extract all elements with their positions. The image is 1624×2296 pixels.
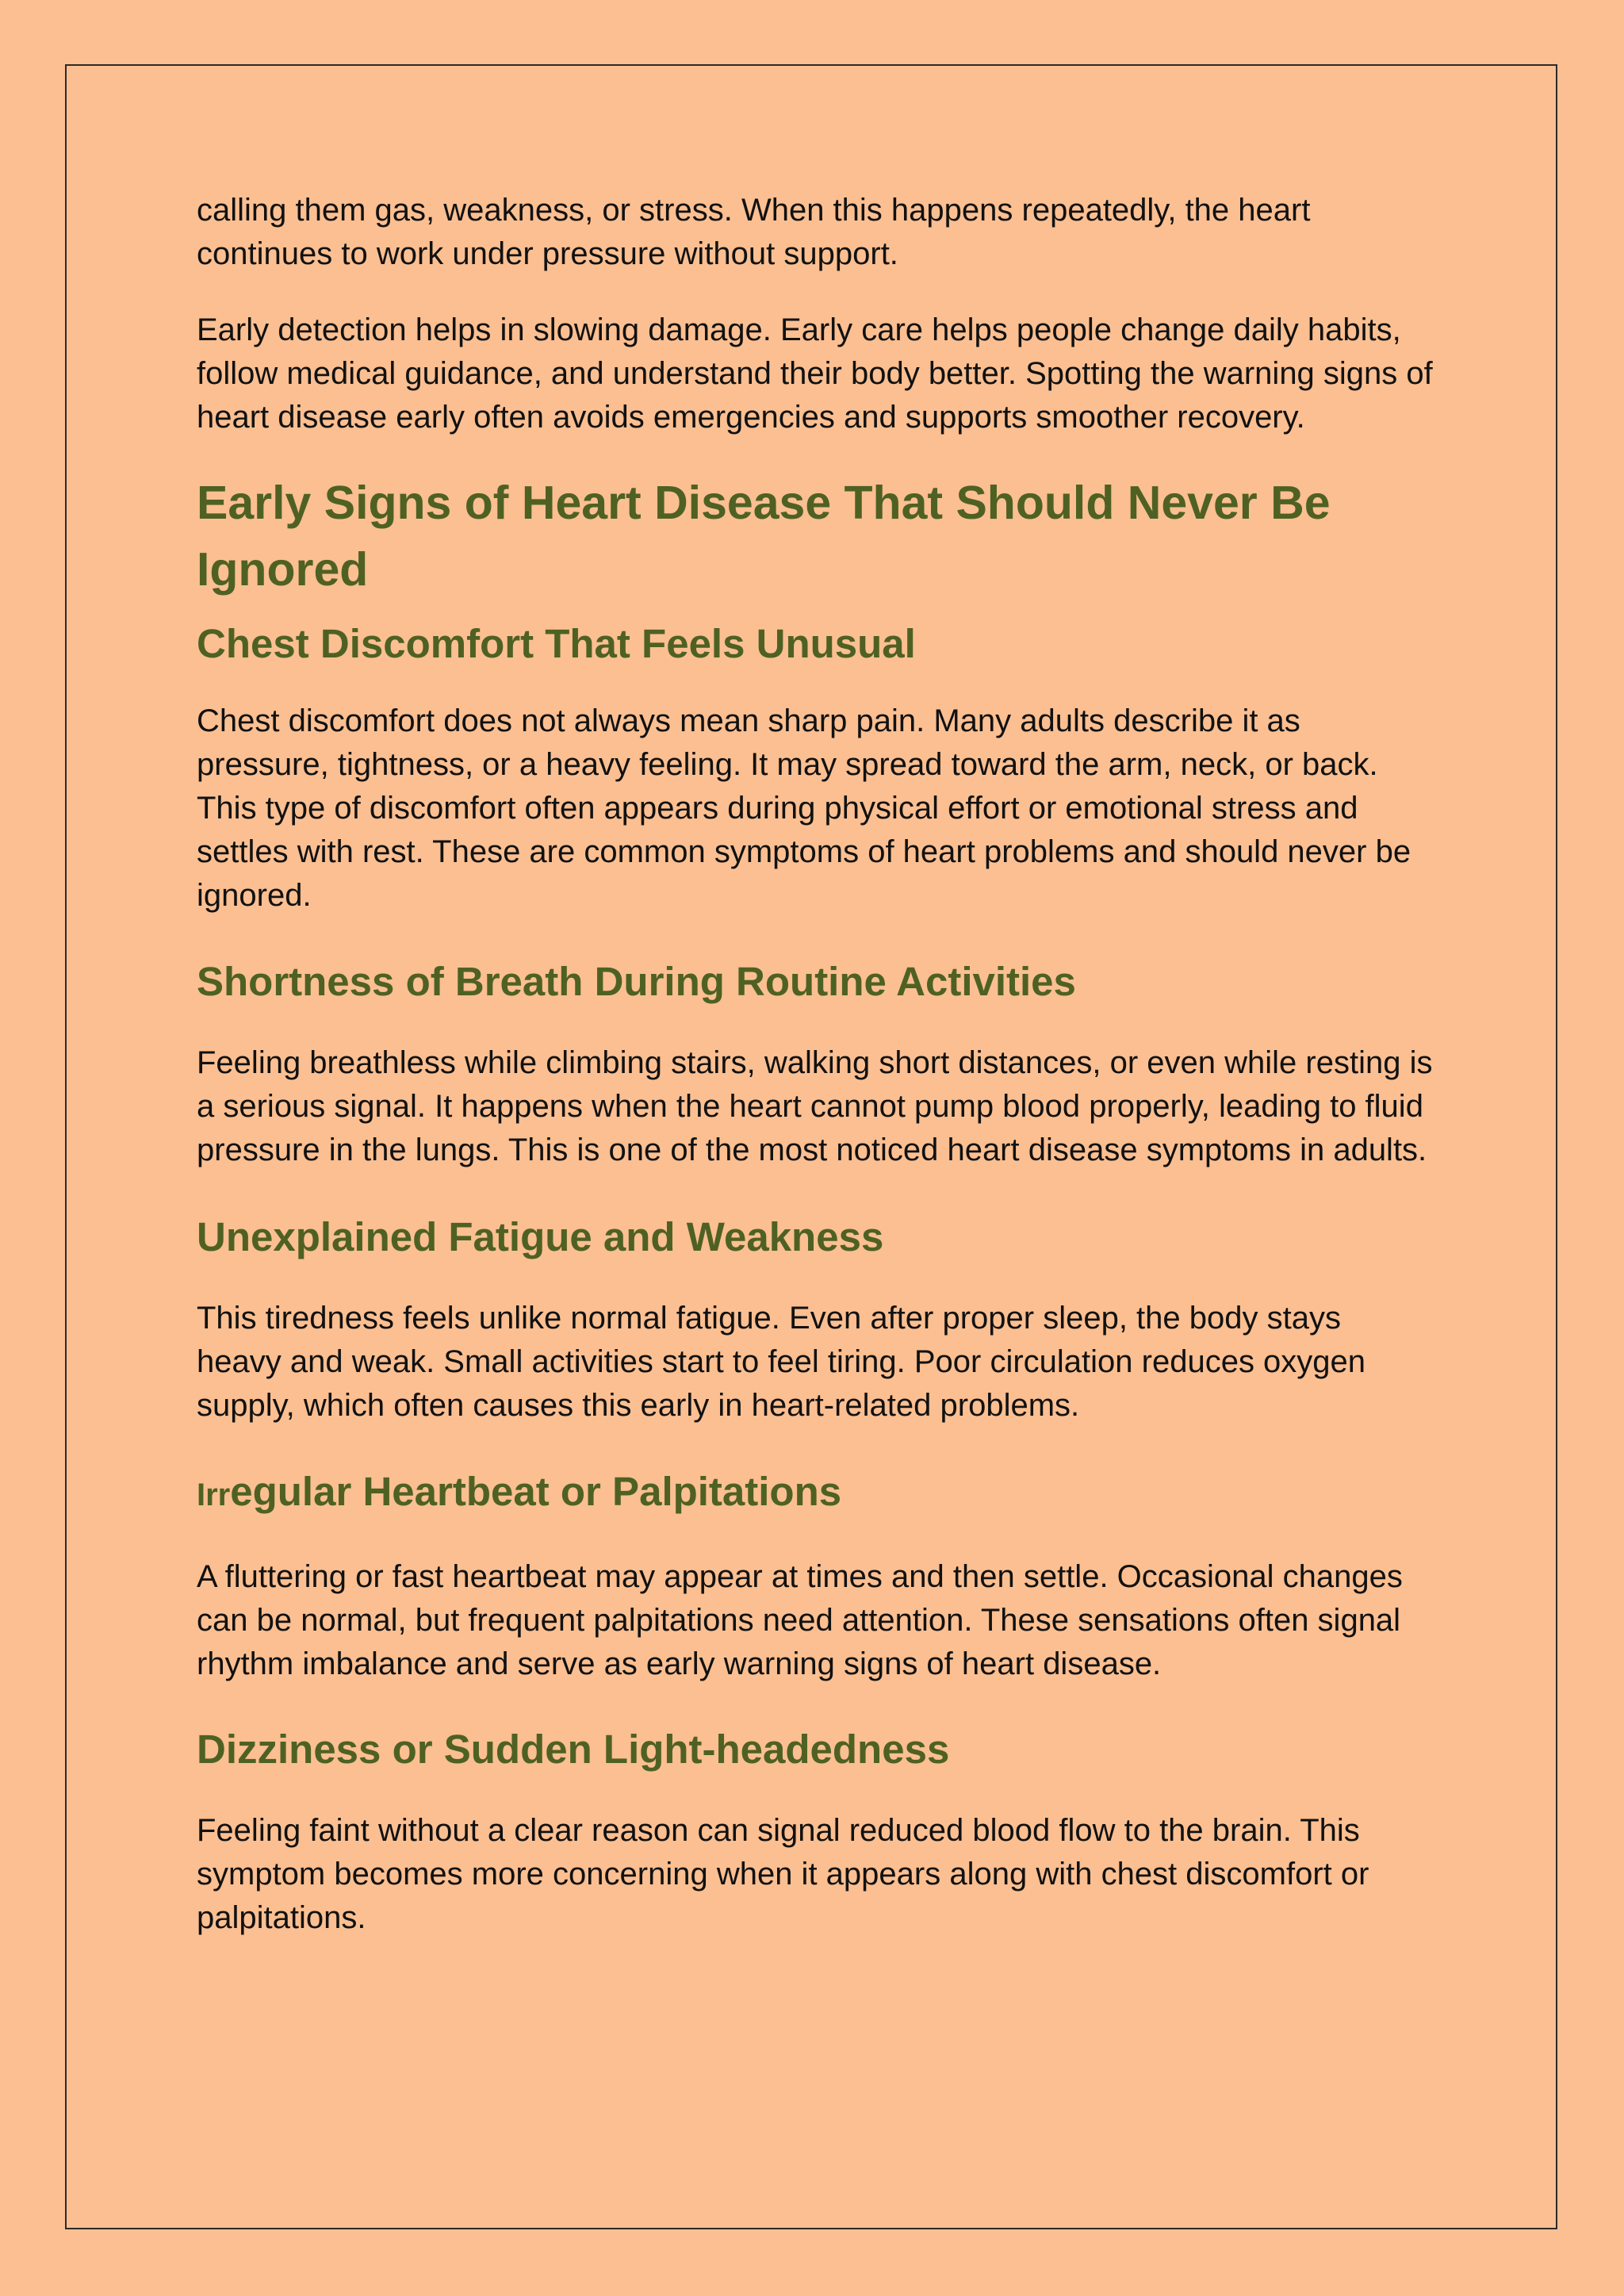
section-heading-irregular-heartbeat [197,1468,1434,1519]
section-heading-shortness-of-breath: Shortness of Breath During Routine Activities [197,959,1076,1004]
heading-rest: egular Heartbeat or Palpitations [230,1469,842,1514]
main-heading: Early Signs of Heart Disease That Should Never Be Ignored [197,477,1331,596]
section-heading-fatigue: Unexplained Fatigue and Weakness [197,1214,884,1259]
section-heading-chest-discomfort: Chest Discomfort That Feels Unusual [197,621,916,666]
section-body-dizziness: Feeling faint without a clear reason can signal reduced blood flow to the brain. This symptom becomes more concerning when it appears along with chest discomfort or palpitations. [197,1813,1369,1935]
section-body-shortness-of-breath: Feeling breathless while climbing stairs, walking short distances, or even while resting is a serious signal. It happens when the heart cannot pump blood properly, leading to fluid pressure in the lungs. This is one of the most noticed heart disease symptoms in adults. [197,1045,1433,1167]
document-body [197,189,1434,1940]
section-body-fatigue: This tiredness feels unlike normal fatigue. Even after proper sleep, the body stays heavy and weak. Small activities start to feel tiring. Poor circulation reduces oxygen supply, which often causes this early in heart-related problems. [197,1301,1366,1423]
section-heading-dizziness: Dizziness or Sudden Light-headedness [197,1727,950,1772]
paragraph-early-detection: Early detection helps in slowing damage. Early care helps people change daily habits, follow medical guidance, and understand their body better. Spotting the warning signs of heart disease early often avoids emergencies and supports smoother recovery. [197,312,1433,435]
section-body-irregular-heartbeat: A fluttering or fast heartbeat may appear at times and then settle. Occasional changes can be normal, but frequent palpitations need attention. These sensations often signal rhythm imbalance and serve as early warning signs of heart disease. [197,1559,1403,1681]
paragraph-intro-continued: calling them gas, weakness, or stress. When this happens repeatedly, the heart continues to work under pressure without support. [197,193,1311,271]
heading-prefix: Irr [197,1478,231,1512]
section-body-chest-discomfort: Chest discomfort does not always mean sharp pain. Many adults describe it as pressure, tightness, or a heavy feeling. It may spread toward the arm, neck, or back. This type of discomfort often appears during physical effort or emotional stress and settles with rest. These are common symptoms of heart problems and should never be ignored. [197,703,1411,913]
